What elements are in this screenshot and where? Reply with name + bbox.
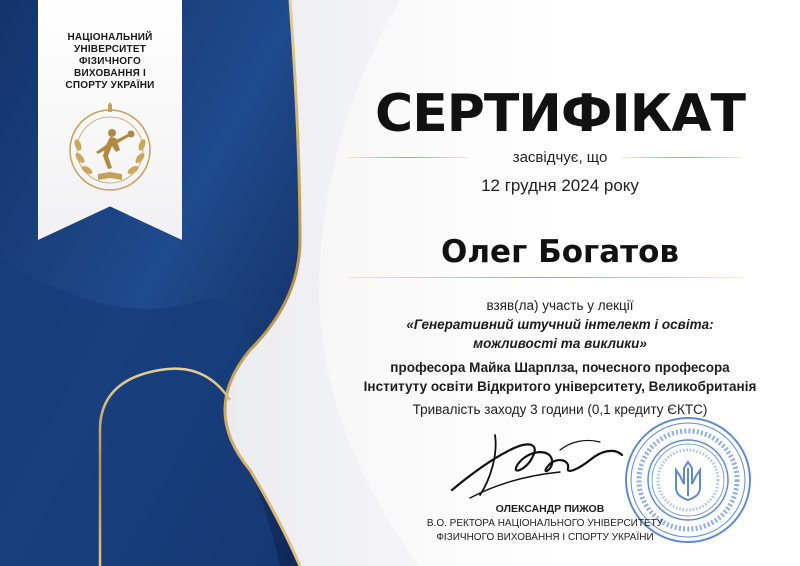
lecturer-line: професора Майка Шарплза, почесного професора (390, 360, 730, 375)
university-name-line: ВИХОВАННЯ І (74, 68, 146, 79)
university-name-line: НАЦІОНАЛЬНИЙ (67, 32, 153, 43)
handwritten-signature (440, 420, 630, 505)
university-name-line: ФІЗИЧНОГО (79, 56, 141, 67)
lecture-title-line: «Генеративний штучний інтелект і освіта: (406, 317, 714, 332)
certificate-title: СЕРТИФІКАТ (375, 84, 745, 144)
university-name (38, 32, 182, 92)
signer-position-line: В.О. РЕКТОРА НАЦІОНАЛЬНОГО УНІВЕРСИТЕТУ (426, 518, 664, 529)
issue-date: 12 грудня 2024 року (481, 176, 639, 195)
divider (348, 277, 743, 278)
recipient-name: Олег Богатов (441, 234, 679, 270)
divider (622, 157, 742, 158)
discus-thrower-emblem-icon (60, 100, 160, 200)
signer-name: ОЛЕКСАНДР ПИЖОВ (495, 503, 605, 515)
duration-text: Тривалість заходу 3 години (0,1 кредиту ЄКТС) (412, 402, 708, 417)
lecture-title-line: можливості та виклики» (473, 336, 647, 351)
university-name-line: УНІВЕРСИТЕТ (73, 44, 147, 55)
certifies-text: засвідчує, що (512, 149, 608, 166)
lecturer-line: Інституту освіти Відкритого університету, Великобританія (363, 379, 757, 394)
university-name-line: СПОРТУ УКРАЇНИ (65, 80, 155, 91)
signer-position-line: ФІЗИЧНОГО ВИХОВАННЯ І СПОРТУ УКРАЇНИ (436, 532, 654, 543)
participation-text: взяв(ла) участь у лекції (486, 298, 634, 313)
divider (348, 157, 468, 158)
signer-position (380, 517, 710, 545)
